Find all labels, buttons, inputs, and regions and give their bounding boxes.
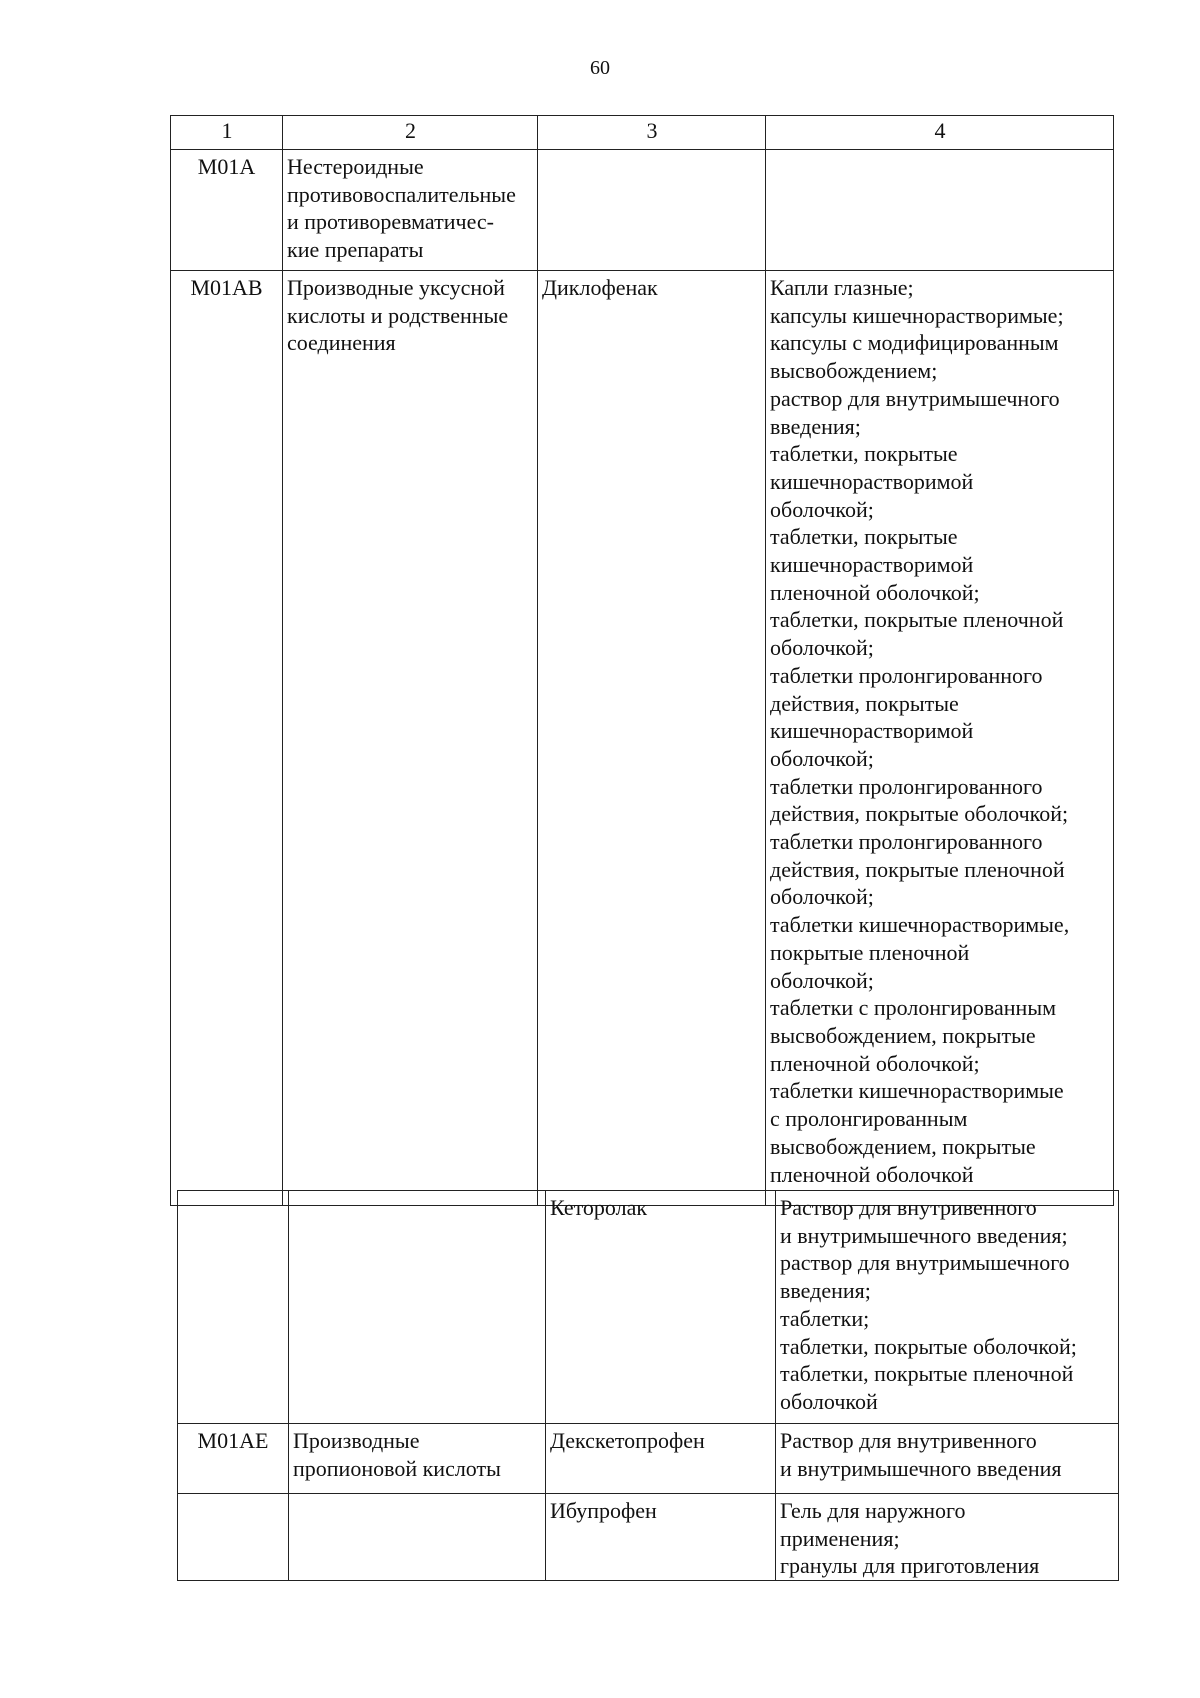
atc-code-cell — [178, 1191, 289, 1424]
dosage-form-line: Раствор для внутривенного — [780, 1428, 1037, 1453]
dosage-form-line: с пролонгированным — [770, 1106, 968, 1132]
dosage-form-line: действия, покрытые оболочкой; — [770, 801, 1069, 827]
dosage-forms-cell — [766, 150, 1114, 271]
dosage-form-line: таблетки, покрытые пленочной — [770, 607, 1064, 633]
header-col-1: 1 — [171, 116, 283, 150]
dosage-forms-cell — [776, 1424, 1119, 1494]
dosage-form-line: раствор для внутримышечного — [770, 385, 1060, 411]
dosage-form-line: таблетки, покрытые — [770, 524, 958, 550]
drug-name-cell — [538, 150, 766, 271]
header-col-2: 2 — [283, 116, 538, 150]
group-name-line: кие препараты — [287, 237, 424, 263]
dosage-form-line: оболочкой; — [770, 496, 874, 522]
atc-code-cell: M01AE — [178, 1424, 289, 1494]
dosage-form-line: раствор для внутримышечного — [780, 1250, 1070, 1276]
atc-code-cell — [178, 1494, 289, 1581]
dosage-form-line: оболочкой — [780, 1388, 878, 1414]
dosage-form-line: кишечнорастворимой — [770, 718, 974, 744]
atc-code-cell: M01A — [171, 150, 283, 271]
dosage-form-line: пленочной оболочкой; — [770, 579, 980, 605]
drug-table-bottom — [177, 1190, 1119, 1581]
dosage-form-line: таблетки, покрытые — [770, 441, 958, 467]
header-col-3: 3 — [538, 116, 766, 150]
dosage-form-line: оболочкой; — [770, 635, 874, 661]
group-name-line: противовоспалительные — [287, 181, 516, 207]
dosage-form-line: действия, покрытые — [770, 690, 959, 716]
table-row — [178, 1424, 1119, 1494]
dosage-form-line: применения; — [780, 1525, 900, 1551]
table-row — [171, 271, 1114, 1206]
dosage-form-line: таблетки с пролонгированным — [770, 995, 1057, 1021]
dosage-form-line: гранулы для приготовления — [780, 1553, 1040, 1579]
group-name-cell — [289, 1191, 546, 1424]
dosage-forms-cell — [776, 1494, 1119, 1581]
dosage-form-line: таблетки кишечнорастворимые — [770, 1078, 1064, 1104]
dosage-form-line: оболочкой; — [770, 884, 874, 910]
drug-name-cell: Ибупрофен — [546, 1494, 776, 1581]
drug-name-cell: Диклофенак — [538, 271, 766, 1206]
dosage-form-line: покрытые пленочной — [770, 939, 970, 965]
group-name-line: соединения — [287, 330, 396, 356]
group-name-line: пропионовой кислоты — [293, 1455, 501, 1481]
dosage-form-line: действия, покрытые пленочной — [770, 856, 1065, 882]
table-row — [178, 1191, 1119, 1424]
dosage-form-line: таблетки; — [780, 1305, 870, 1331]
drug-name-cell: Кеторолак — [546, 1191, 776, 1424]
dosage-form-line: кишечнорастворимой — [770, 468, 974, 494]
dosage-form-line: таблетки кишечнорастворимые, — [770, 912, 1070, 938]
dosage-form-line: Гель для наружного — [780, 1498, 966, 1523]
table-row — [178, 1494, 1119, 1581]
group-name-cell — [289, 1494, 546, 1581]
header-col-4: 4 — [766, 116, 1114, 150]
drug-name-cell: Декскетопрофен — [546, 1424, 776, 1494]
dosage-form-line: таблетки пролонгированного — [770, 662, 1043, 688]
group-name-line: Нестероидные — [287, 154, 424, 179]
dosage-form-line: таблетки, покрытые пленочной — [780, 1361, 1074, 1387]
dosage-form-line: высвобождением, покрытые — [770, 1133, 1036, 1159]
dosage-form-line: и внутримышечного введения; — [780, 1222, 1068, 1248]
dosage-form-line: таблетки пролонгированного — [770, 773, 1043, 799]
dosage-form-line: пленочной оболочкой — [770, 1161, 974, 1187]
dosage-form-line: оболочкой; — [770, 745, 874, 771]
group-name-cell — [289, 1424, 546, 1494]
dosage-form-line: и внутримышечного введения — [780, 1455, 1062, 1481]
group-name-line: Производные — [293, 1428, 420, 1453]
dosage-form-line: оболочкой; — [770, 967, 874, 993]
dosage-form-line: капсулы кишечнорастворимые; — [770, 302, 1064, 328]
group-name-cell — [283, 150, 538, 271]
dosage-form-line: высвобождением, покрытые — [770, 1022, 1036, 1048]
dosage-form-line: таблетки, покрытые оболочкой; — [780, 1333, 1077, 1359]
dosage-form-line: введения; — [770, 413, 861, 439]
group-name-cell — [283, 271, 538, 1206]
dosage-form-line: Раствор для внутривенного — [780, 1195, 1037, 1220]
dosage-form-line: Капли глазные; — [770, 275, 914, 300]
group-name-line: Производные уксусной — [287, 275, 505, 300]
group-name-line: и противоревматичес- — [287, 209, 494, 235]
dosage-form-line: капсулы с модифицированным — [770, 330, 1059, 356]
table-header-row — [171, 116, 1114, 150]
table-row — [171, 150, 1114, 271]
dosage-forms-cell — [776, 1191, 1119, 1424]
dosage-form-line: пленочной оболочкой; — [770, 1050, 980, 1076]
page-number: 60 — [590, 57, 610, 79]
drug-table-top — [170, 115, 1114, 1206]
atc-code-cell: M01AB — [171, 271, 283, 1206]
dosage-forms-cell — [766, 271, 1114, 1206]
dosage-form-line: высвобождением; — [770, 358, 938, 384]
group-name-line: кислоты и родственные — [287, 302, 509, 328]
dosage-form-line: введения; — [780, 1278, 871, 1304]
dosage-form-line: таблетки пролонгированного — [770, 829, 1043, 855]
dosage-form-line: кишечнорастворимой — [770, 552, 974, 578]
